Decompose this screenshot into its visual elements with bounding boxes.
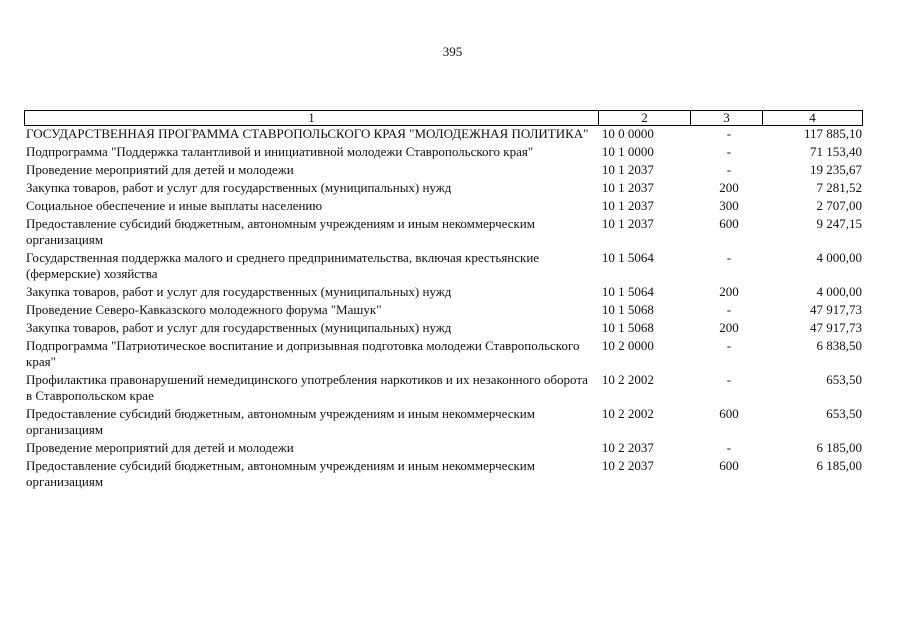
row-code: 10 1 5068 [601, 320, 654, 335]
row-type: 200 [719, 320, 739, 335]
row-amount: 653,50 [826, 372, 862, 387]
table-row [24, 440, 862, 456]
row-name: Социальное обеспечение и иные выплаты населению [26, 198, 323, 213]
column-header-row [25, 111, 863, 126]
column-header-table [24, 110, 863, 126]
row-name: Предоставление субсидий бюджетным, автономным учреждениям и иным некоммерческим организациям [26, 406, 535, 437]
row-code: 10 2 2037 [601, 458, 654, 473]
budget-table-body [24, 126, 862, 492]
table-row [24, 162, 862, 178]
row-name: Профилактика правонарушений немедицинского употребления наркотиков и их незаконного оборота в Ставропольском крае [26, 372, 588, 403]
row-code: 10 2 2002 [601, 372, 654, 387]
row-amount: 6 185,00 [816, 458, 862, 473]
row-amount: 6 838,50 [816, 338, 862, 353]
table-row [24, 302, 862, 318]
row-amount: 19 235,67 [810, 162, 862, 177]
row-code: 10 1 5064 [601, 250, 654, 265]
row-amount: 7 281,52 [816, 180, 862, 195]
row-code: 10 2 2037 [601, 440, 654, 455]
row-amount: 653,50 [826, 406, 862, 421]
table-row [24, 284, 862, 300]
row-code: 10 1 2037 [601, 216, 654, 231]
table-row [24, 458, 862, 490]
row-name: Проведение мероприятий для детей и молодежи [26, 162, 294, 177]
row-amount: 4 000,00 [816, 250, 862, 265]
table-row [24, 198, 862, 214]
row-type: 600 [719, 216, 739, 231]
row-code: 10 0 0000 [601, 126, 654, 141]
row-code: 10 2 0000 [601, 338, 654, 353]
row-type: 200 [719, 284, 739, 299]
row-type: 200 [719, 180, 739, 195]
row-amount: 47 917,73 [810, 302, 862, 317]
row-code: 10 1 2037 [601, 198, 654, 213]
row-amount: 4 000,00 [816, 284, 862, 299]
row-name: ГОСУДАРСТВЕННАЯ ПРОГРАММА СТАВРОПОЛЬСКОГО КРАЯ "МОЛОДЕЖНАЯ ПОЛИТИКА" [26, 126, 589, 141]
row-code: 10 1 2037 [601, 162, 654, 177]
row-type: - [726, 440, 732, 455]
row-amount: 47 917,73 [810, 320, 862, 335]
row-amount: 6 185,00 [816, 440, 862, 455]
row-amount: 117 885,10 [803, 126, 862, 141]
column-header-3: 3 [691, 111, 763, 126]
row-type: - [726, 372, 732, 387]
row-name: Закупка товаров, работ и услуг для государственных (муниципальных) нужд [26, 320, 452, 335]
row-name: Закупка товаров, работ и услуг для государственных (муниципальных) нужд [26, 284, 452, 299]
row-name: Проведение Северо-Кавказского молодежного форума "Машук" [26, 302, 382, 317]
table-row [24, 144, 862, 160]
table-row [24, 180, 862, 196]
row-name: Закупка товаров, работ и услуг для государственных (муниципальных) нужд [26, 180, 452, 195]
row-name: Проведение мероприятий для детей и молодежи [26, 440, 294, 455]
row-type: - [726, 250, 732, 265]
row-type: - [726, 338, 732, 353]
table-row [24, 126, 862, 142]
row-type: - [726, 144, 732, 159]
row-type: 300 [719, 198, 739, 213]
page-number: 395 [442, 44, 463, 59]
row-code: 10 2 2002 [601, 406, 654, 421]
table-row [24, 216, 862, 248]
row-amount: 9 247,15 [816, 216, 862, 231]
table-row [24, 250, 862, 282]
table-row [24, 406, 862, 438]
row-code: 10 1 2037 [601, 180, 654, 195]
row-name: Предоставление субсидий бюджетным, автономным учреждениям и иным некоммерческим организациям [26, 458, 535, 489]
row-type: - [726, 126, 732, 141]
row-name: Предоставление субсидий бюджетным, автономным учреждениям и иным некоммерческим организациям [26, 216, 535, 247]
column-header-2: 2 [599, 111, 691, 126]
row-type: 600 [719, 406, 739, 421]
row-code: 10 1 5064 [601, 284, 654, 299]
row-type: - [726, 162, 732, 177]
row-name: Подпрограмма "Патриотическое воспитание и допризывная подготовка молодежи Ставропольского края" [26, 338, 580, 369]
row-code: 10 1 0000 [601, 144, 654, 159]
column-header-4: 4 [763, 111, 863, 126]
table-row [24, 372, 862, 404]
row-code: 10 1 5068 [601, 302, 654, 317]
column-header-1: 1 [25, 111, 599, 126]
table-row [24, 320, 862, 336]
row-name: Подпрограмма "Поддержка талантливой и инициативной молодежи Ставропольского края" [26, 144, 534, 159]
row-type: - [726, 302, 732, 317]
table-row [24, 338, 862, 370]
row-type: 600 [719, 458, 739, 473]
row-name: Государственная поддержка малого и среднего предпринимательства, включая крестьянские (фермерские) хозяйства [26, 250, 540, 281]
row-amount: 2 707,00 [816, 198, 862, 213]
row-amount: 71 153,40 [810, 144, 862, 159]
